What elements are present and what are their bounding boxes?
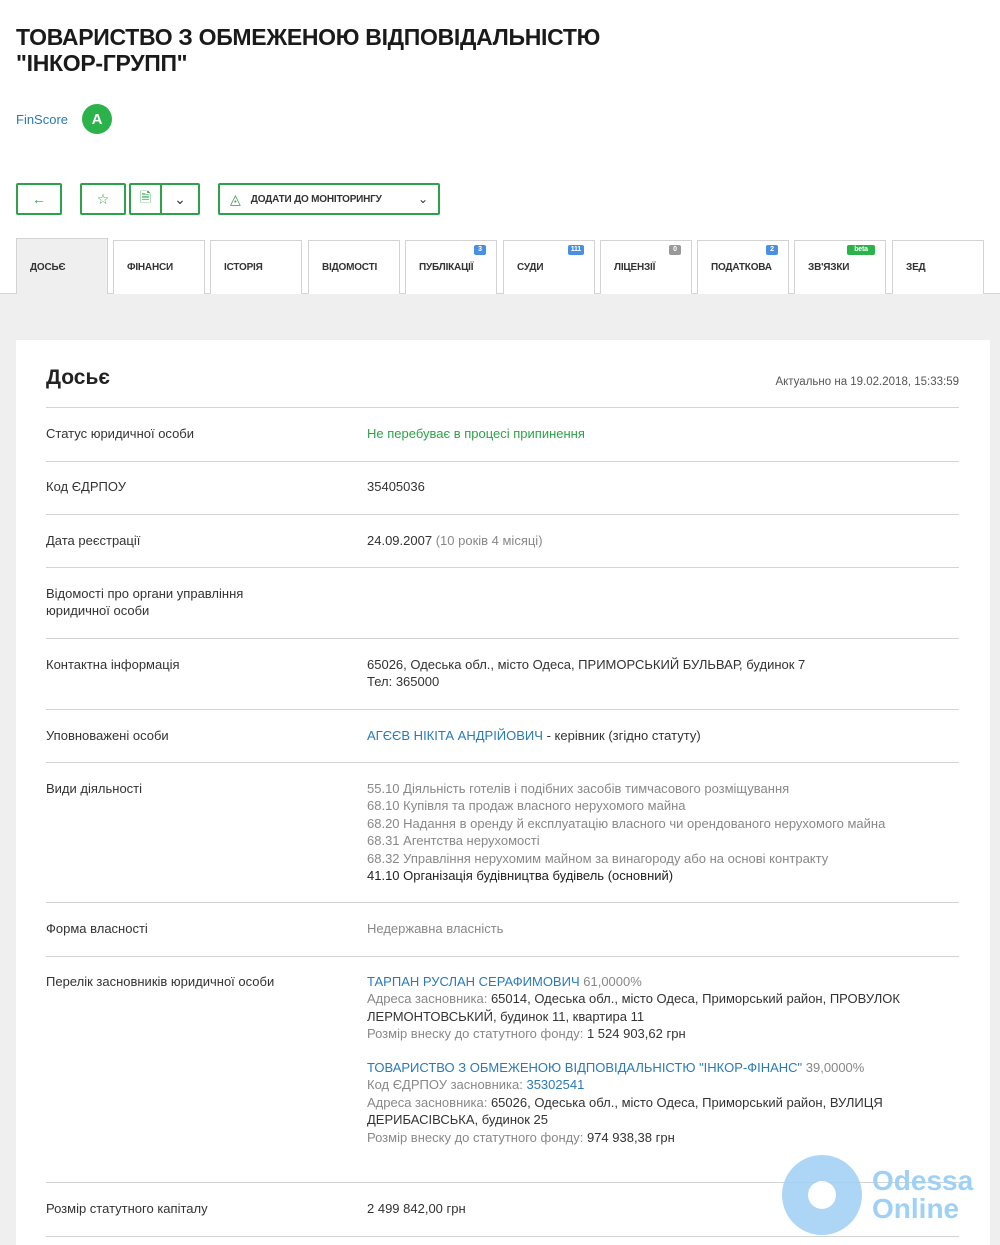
tab-label: ДОСЬЄ (30, 261, 66, 273)
tab-connections[interactable] (794, 240, 886, 294)
founder-contribution-label: Розмір внеску до статутного фонду: (367, 1026, 584, 1042)
founder-contribution-label: Розмір внеску до статутного фонду: (367, 1129, 584, 1145)
watermark-line1: Odessa (872, 1165, 974, 1196)
row-divider (46, 407, 959, 408)
odessa-online-watermark (782, 1145, 982, 1245)
tab-count-badge: 111 (568, 245, 584, 255)
row-divider (46, 709, 959, 710)
contact-phone: Тел: 365000 (367, 674, 440, 690)
capital-value: 2 499 842,00 грн (367, 1201, 466, 1216)
add-to-monitoring-label: ДОДАТИ ДО МОНІТОРИНГУ (250, 193, 382, 205)
authorized-value (367, 727, 957, 744)
activities-list (367, 780, 957, 884)
tab-label: ПУБЛІКАЦІЇ (419, 262, 474, 273)
arrow-left-icon: ← (32, 191, 46, 207)
odessa-online-logo-icon (782, 1155, 862, 1235)
finscore-link[interactable]: FinScore (16, 111, 69, 127)
contact-label: Контактна інформація (46, 657, 180, 672)
founder-contribution: 1 524 903,62 грн (586, 1026, 686, 1042)
tab-licenses[interactable] (600, 240, 692, 294)
tab-label: ФІНАНСИ (127, 262, 173, 273)
tab-finance[interactable] (113, 240, 205, 294)
tab-info[interactable] (308, 240, 400, 294)
founder-share: 61,0000% (583, 974, 642, 989)
authorized-label: Уповноважені особи (46, 728, 169, 743)
reg-date-label: Дата реєстрації (46, 533, 141, 548)
ownership-value: Недержавна власність (367, 921, 504, 936)
reg-date-value (367, 532, 957, 549)
tabs-bar (0, 238, 1000, 294)
tab-courts[interactable] (503, 240, 595, 294)
ownership-label: Форма власності (46, 921, 148, 936)
tab-beta-badge: beta (847, 245, 875, 255)
status-value: Не перебуває в процесі припинення (367, 426, 585, 441)
founder-code-label: Код ЄДРПОУ засновника: (367, 1077, 523, 1093)
status-label: Статус юридичної особи (46, 426, 195, 441)
chevron-down-icon: ⌄ (417, 192, 428, 206)
founder-name-link[interactable]: ТАРПАН РУСЛАН СЕРАФИМОВИЧ (367, 974, 580, 989)
activity-item: 68.32 Управління нерухомим майном за винагороду або на основі контракту (367, 850, 829, 866)
add-to-monitoring-button[interactable] (218, 183, 440, 215)
founder-address-label: Адреса засновника: (367, 1094, 488, 1110)
activity-item: 68.10 Купівля та продаж власного нерухомого майна (367, 798, 686, 814)
row-divider (46, 567, 959, 568)
tab-count-badge: 3 (474, 245, 486, 255)
export-dropdown-button[interactable] (160, 183, 200, 215)
edrpou-value: 35405036 (367, 479, 425, 494)
tab-label: ІСТОРІЯ (224, 262, 263, 273)
capital-label: Розмір статутного капіталу (46, 1201, 208, 1216)
row-divider (46, 461, 959, 462)
edrpou-label: Код ЄДРПОУ (46, 479, 126, 494)
favorite-button[interactable] (80, 183, 126, 215)
founder-name-link[interactable]: ТОВАРИСТВО З ОБМЕЖЕНОЮ ВІДПОВІДАЛЬНІСТЮ "ІНКОР-ФІНАНС" (367, 1060, 803, 1075)
tab-label: ПОДАТКОВА (711, 262, 772, 273)
tab-dossier[interactable] (16, 238, 108, 295)
row-divider (46, 956, 959, 957)
monitoring-icon: ◬ (230, 190, 241, 207)
company-title: ТОВАРИСТВО З ОБМЕЖЕНОЮ ВІДПОВІДАЛЬНІСТЮ "ІНКОР-ГРУПП" (16, 24, 601, 76)
contact-address: 65026, Одеська обл., місто Одеса, ПРИМОРСЬКИЙ БУЛЬВАР, будинок 7 (367, 657, 806, 672)
tab-count-badge: 2 (766, 245, 778, 255)
tab-count-badge: 0 (669, 245, 681, 255)
authorized-role: - керівник (згідно статуту) (546, 728, 701, 743)
founder-1 (367, 973, 957, 1043)
export-document-button[interactable] (129, 183, 162, 215)
founder-address: 65026, Одеська обл., місто Одеса, Приморський район, ВУЛИЦЯ ДЕРИБАСІВСЬКА, будинок 25 (367, 1094, 883, 1128)
row-divider (46, 514, 959, 515)
governance-label: Відомості про органи управління юридичної особи (46, 586, 244, 618)
star-icon: ☆ (96, 190, 110, 207)
row-divider (46, 902, 959, 903)
row-divider (46, 762, 959, 763)
reg-date: 24.09.2007 (367, 533, 433, 548)
dossier-title: Досьє (46, 366, 110, 389)
founder-contribution: 974 938,38 грн (586, 1129, 675, 1145)
tab-label: ЗВ'ЯЗКИ (808, 262, 850, 273)
document-icon: 🗎 (139, 189, 152, 205)
activity-item: 55.10 Діяльність готелів і подібних засобів тимчасового розміщування (367, 781, 790, 796)
activities-label: Види діяльності (46, 781, 143, 796)
tab-label: СУДИ (517, 262, 544, 273)
tab-label: ЛІЦЕНЗІЇ (614, 262, 656, 273)
chevron-down-icon: ⌄ (174, 190, 186, 207)
back-button[interactable] (16, 183, 62, 215)
tab-label: ЗЕД (906, 262, 926, 273)
updated-timestamp: Актуально на 19.02.2018, 15:33:59 (775, 376, 959, 388)
founder-code-link[interactable]: 35302541 (526, 1077, 585, 1093)
founder-address-label: Адреса засновника: (367, 991, 488, 1007)
activity-main-item: 41.10 Організація будівництва будівель (основний) (367, 868, 674, 884)
founders-label: Перелік засновників юридичної особи (46, 974, 275, 989)
founder-address: 65014, Одеська обл., місто Одеса, Приморський район, ПРОВУЛОК ЛЕРМОНТОВСЬКИЙ, будинок 11, квартира 11 (367, 991, 900, 1024)
founder-share: 39,0000% (805, 1060, 865, 1075)
contact-value (367, 656, 957, 691)
activity-item: 68.31 Агентства нерухомості (367, 833, 540, 849)
reg-date-age: (10 років 4 місяці) (435, 533, 543, 548)
tab-label: ВІДОМОСТІ (322, 262, 378, 273)
tab-history[interactable] (210, 240, 302, 294)
founder-2 (367, 1059, 957, 1146)
tab-publications[interactable] (405, 240, 497, 294)
finscore-grade-badge: A (82, 104, 112, 134)
activity-item: 68.20 Надання в оренду й експлуатацію власного чи орендованого нерухомого майна (367, 815, 886, 831)
watermark-text (872, 1167, 973, 1223)
watermark-line2: Online (872, 1193, 960, 1224)
row-divider (46, 638, 959, 639)
tab-foreign-trade[interactable] (892, 240, 984, 294)
tab-tax[interactable] (697, 240, 789, 294)
finscore (16, 104, 112, 134)
authorized-person-link[interactable]: АГЄЄВ НІКІТА АНДРІЙОВИЧ (367, 728, 543, 743)
